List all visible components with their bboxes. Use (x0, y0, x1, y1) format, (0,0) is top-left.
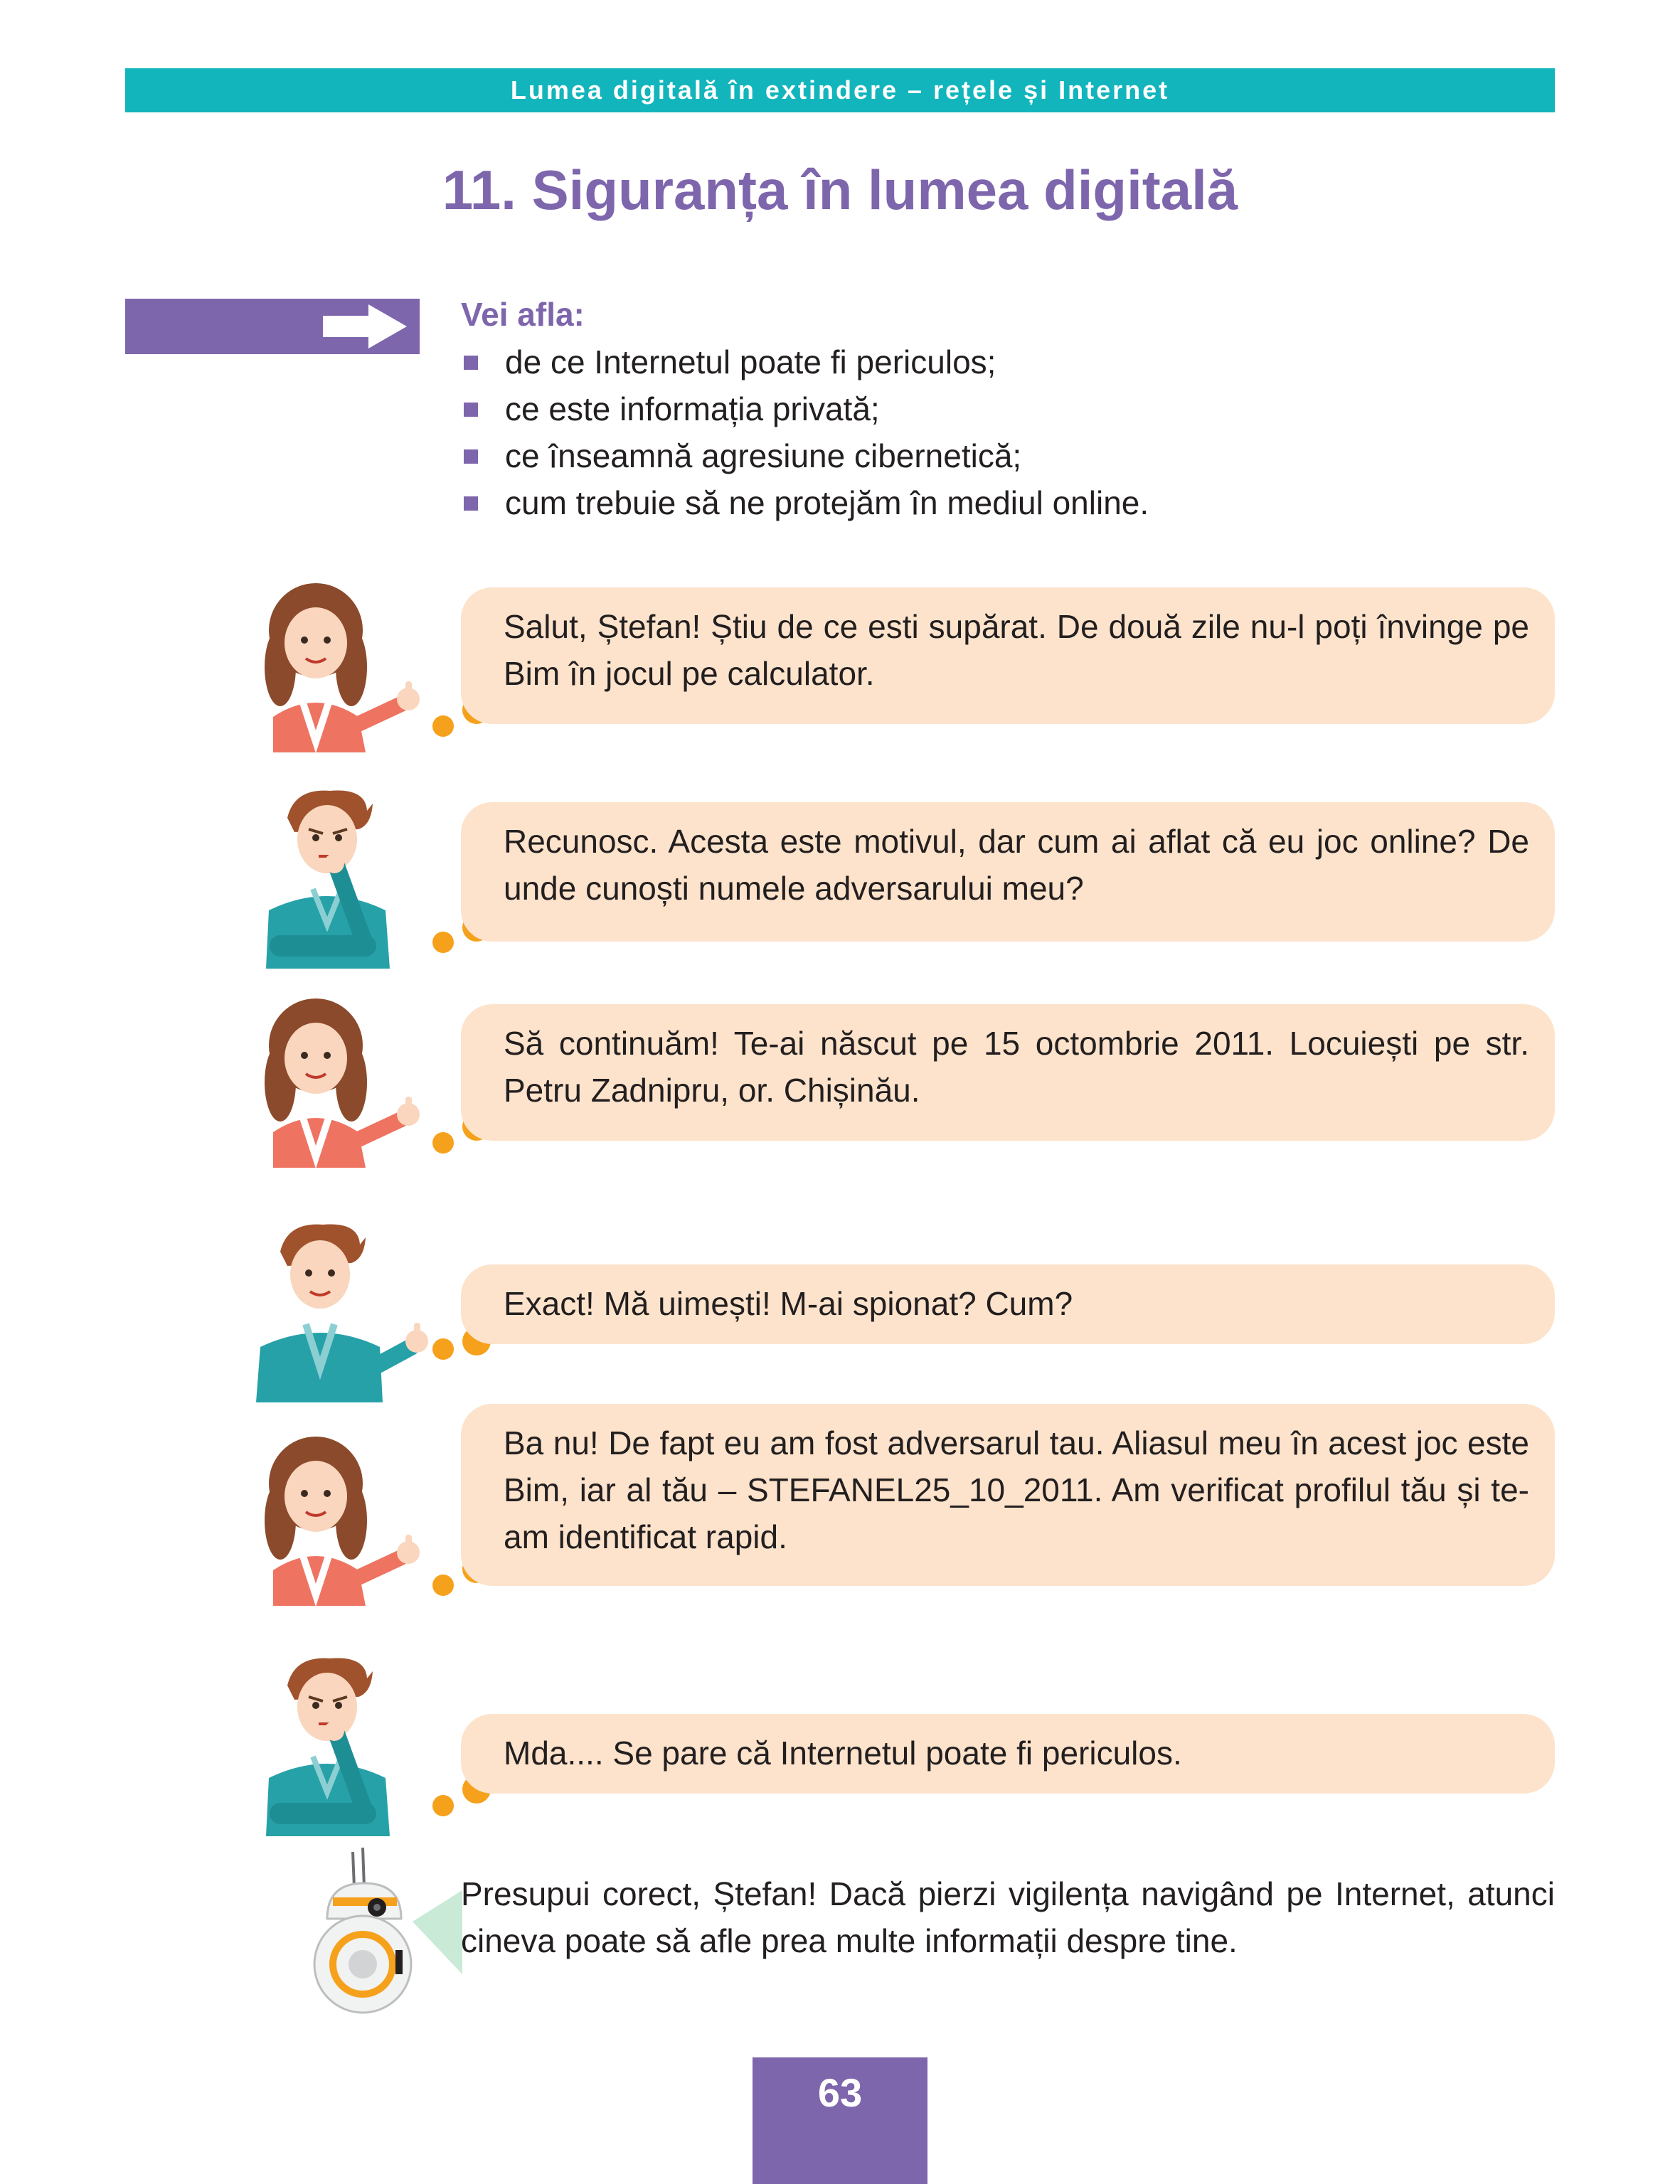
square-bullet-icon (464, 403, 478, 417)
boy-character-icon (249, 1216, 434, 1402)
dialogue-text: Exact! Mă uimești! M-ai spionat? Cum? (504, 1285, 1073, 1322)
speech-dot (432, 1575, 454, 1596)
speech-dot (432, 1132, 454, 1154)
square-bullet-icon (464, 356, 478, 370)
speech-bubble (461, 587, 1555, 724)
objectives (461, 292, 1528, 526)
objective-item (461, 339, 1528, 385)
objective-text: cum trebuie să ne protejăm în mediul online. (505, 484, 1149, 521)
dialogue-text: Recunosc. Acesta este motivul, dar cum ai aflat că eu joc online? De unde cunoști numele adversarului meu? (504, 823, 1529, 907)
objective-text: de ce Internetul poate fi periculos; (505, 343, 996, 380)
speech-dot (432, 1338, 454, 1360)
square-bullet-icon (464, 496, 478, 511)
arrow-right-icon (319, 303, 411, 350)
objectives-heading: Vei afla: (461, 296, 585, 333)
objectives-list (461, 339, 1528, 526)
speech-bubble (461, 1004, 1555, 1141)
chapter-header (125, 68, 1555, 112)
chapter-header-text: Lumea digitală în extindere – rețele și Internet (510, 75, 1170, 105)
boy-character-icon (259, 1650, 401, 1836)
speech-dot (432, 1795, 454, 1816)
page-number (753, 2057, 927, 2184)
speech-bubble (461, 1714, 1555, 1794)
dialogue-text: Să continuăm! Te-ai născut pe 15 octombrie 2011. Locuiești pe str. Petru Zadnipru, or. Chișinău. (504, 1025, 1529, 1109)
robot-character-icon (306, 1848, 462, 2018)
speech-bubble (461, 1404, 1555, 1586)
speech-bubble (461, 802, 1555, 942)
robot-speech-text: Presupui corect, Ștefan! Dacă pierzi vigilența navigând pe Internet, atunci cineva poate să afle prea multe informații despre tine. (461, 1875, 1555, 1959)
objective-text: ce înseamnă agresiune cibernetică; (505, 437, 1022, 474)
dialogue-text: Mda.... Se pare că Internetul poate fi periculos. (504, 1735, 1182, 1772)
speech-dot (432, 932, 454, 953)
objective-item (461, 479, 1528, 526)
objectives-marker (125, 299, 420, 354)
girl-character-icon (259, 997, 430, 1168)
square-bullet-icon (464, 449, 478, 464)
objective-item (461, 385, 1528, 432)
objective-item (461, 432, 1528, 479)
dialogue-text: Salut, Ștefan! Știu de ce esti supărat. De două zile nu-l poți învinge pe Bim în jocul pe calculator. (504, 608, 1529, 692)
dialogue-text: Ba nu! De fapt eu am fost adversarul tau. Aliasul meu în acest joc este Bim, iar al tău – STEFANEL25_10_2011. Am verificat profilul tău și te-am identificat rapid. (504, 1424, 1529, 1555)
girl-character-icon (259, 1435, 430, 1606)
objective-text: ce este informația privată; (505, 390, 880, 427)
page-number-text: 63 (817, 2070, 863, 2115)
girl-character-icon (259, 582, 430, 752)
boy-character-icon (259, 782, 401, 969)
speech-bubble (461, 1264, 1555, 1344)
speech-dot (432, 715, 454, 737)
lesson-title: 11. Siguranța în lumea digitală (442, 159, 1238, 221)
robot-speech (461, 1870, 1555, 1964)
